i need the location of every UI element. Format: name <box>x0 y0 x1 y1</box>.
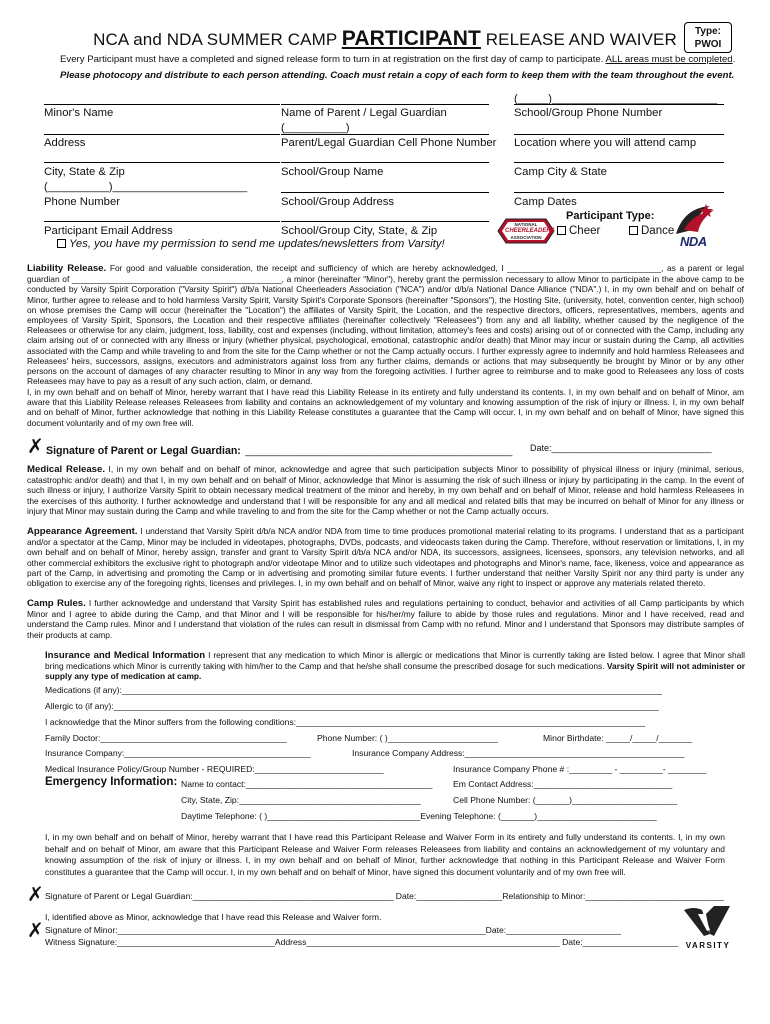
school-address-line[interactable] <box>281 192 489 193</box>
parent-cell-line[interactable] <box>281 134 489 135</box>
final-signature-row[interactable]: Signature of Parent or Legal Guardian:__________________________________________ Date:__________________Relationship to Minor:_____________________________ <box>45 891 725 901</box>
insurance-company-field[interactable]: Insurance Company:_______________________________________ <box>45 748 311 758</box>
minor-name-line[interactable] <box>44 104 280 105</box>
sign-here-x-icon-3: ✗ <box>27 918 44 942</box>
intro-line-2: Please photocopy and distribute to each person attending. Coach must retain a copy of each form to keep them with the team throughout the event. <box>60 70 735 81</box>
type-label: Type: <box>695 26 721 37</box>
parent-cell-label: Parent/Legal Guardian Cell Phone Number <box>281 137 497 149</box>
liability-section <box>27 263 744 386</box>
camp-dates-label: Camp Dates <box>514 196 577 208</box>
allergic-field[interactable]: Allergic to (if any):__________________________________________________________________________________________________________________ <box>45 701 659 711</box>
camp-rules-text: I further acknowledge and understand that Varsity Spirit has established rules and regulations pertaining to conduct, behavior and activities of all Camp participants by which Minor and I agree to abide during the Camp, and that Minor and I will be responsible for his/her/my failure to abide by those rules and regulations. Minor and I have received, read and understand the Camp rules. Minor and I understand that violation of the rules can result in dismissal from Camp with no refund. Minor and I understand that Sponsors may distribute samples of their products at camp. <box>27 598 744 640</box>
conditions-field[interactable]: I acknowledge that the Minor suffers from the following conditions:_________________________________________________________________________ <box>45 717 646 727</box>
nca-logo <box>496 216 556 246</box>
medical-section <box>27 464 744 516</box>
doctor-phone-field[interactable]: Phone Number: ( )_______________________ <box>317 733 498 743</box>
email-line[interactable] <box>44 221 280 222</box>
school-phone-paren: (_____)___________________________ <box>514 93 718 105</box>
minor-name-label: Minor's Name <box>44 107 114 119</box>
title-emphasis: PARTICIPANT <box>341 27 481 50</box>
nda-logo <box>670 200 720 254</box>
permission-checkbox[interactable] <box>57 239 66 248</box>
minor-signature-row[interactable]: Signature of Minor:_____________________________________________________________________________Date:________________________ <box>45 925 621 935</box>
nca-logo-top: NATIONAL <box>514 222 538 227</box>
location-label: Location where you will attend camp <box>514 137 697 149</box>
em-cell-phone-field[interactable]: Cell Phone Number: (_______)______________________ <box>453 795 678 805</box>
title-pre: NCA and NDA SUMMER CAMP <box>93 30 342 49</box>
liability-signature-row[interactable] <box>46 441 512 459</box>
varsity-logo-text: VARSITY <box>685 941 731 950</box>
address-label: Address <box>44 137 86 149</box>
family-doctor-field[interactable]: Family Doctor:_______________________________________ <box>45 733 287 743</box>
address-line[interactable] <box>44 134 280 135</box>
insurance-text: I represent that any medication to which Minor is allergic or medications that Minor is currently taking are listed below. I agree that Minor shall bring medications which Minor is currently taking with him/her to the Camp and that he/she shall consume the prescribed dosage for such medications. <box>45 650 745 672</box>
liability-signature-label: Signature of Parent or Legal Guardian: <box>46 445 241 457</box>
parent-cell-paren: (__________) <box>281 122 350 134</box>
liability-text: For good and valuable consideration, the receipt and sufficiency of which are hereby acknowledged, I _________________________________, as a parent or legal guardian of _____________________________________________, a minor (hereinafter "Minor"), hereby grant the permission necessary to allow Minor to participate in the above camp to be conducted by Varsity Spirit Corporation ("Varsity Spirit") d/b/a National Cheerleaders Association ("NCA") and/or d/b/a National Dance Alliance ("NDA".) I, in my own behalf and on behalf of Minor, further agree to release and to hold harmless Varsity Spirit, Varsity Spirit's Corporate Sponsors (hereinafter "Sponsors"), the Hosting Site, (university, hotel, convention center, high school) on whose premises the Camp will occur (hereinafter the "Location") the affiliates of Varsity Spirit, the Location, and the respective directors, officers, representatives, members, agents and employees of Varsity Spirit, Sponsors, the Location and their respective affiliates (hereinafter collectively "Releasees") from any and all liability, whether caused by the negligence of the Releasees or otherwise for any claim, judgment, loss, liability, cost and expenses (including, without limitation, attorney's fees and costs) arising out of or connected with the Camp, including any claim arising out of or connected with any illness or injury (whether physical, psychological, emotional, catastrophic and/or death) that Minor may incur or sustain during the Camp, all activities associated with the Camp and while traveling to and from the site for the Camp whether or not the Camp actually occurs. I further expressly agree to indemnify and hold harmless Releasees and Releasees' heirs, successors, assigns, executors and administrators against loss from any further claims, demands or actions that may subsequently be brought by Minor or by any other persons on the account of damages of any character resulting to Minor in any way from the foregoing activities. I further agree to reimburse and to make good to Releasees any loss of costs Releasees may have to pay as a result of any such action, claim, or demand. <box>27 263 744 387</box>
policy-number-field[interactable]: Medical Insurance Policy/Group Number - REQUIRED:___________________________ <box>45 764 384 774</box>
camp-city-label: Camp City & State <box>514 166 607 178</box>
page-title <box>0 27 770 51</box>
camp-dates-line[interactable] <box>514 192 724 193</box>
liability-date-line[interactable]: ________________________________ <box>551 443 712 453</box>
sign-here-x-icon: ✗ <box>27 434 44 458</box>
city-line[interactable] <box>44 162 280 163</box>
intro-text: Every Participant must have a completed and signed release form to turn in at registration on the first day of camp to participate. <box>60 54 606 65</box>
insurance-section <box>45 650 745 682</box>
em-contact-address-field[interactable]: Em Contact Address:_____________________________ <box>453 779 673 789</box>
school-phone-label: School/Group Phone Number <box>514 107 663 119</box>
intro-period: . <box>732 54 736 65</box>
parent-name-label: Name of Parent / Legal Guardian <box>281 107 447 119</box>
cheer-option[interactable] <box>557 225 600 237</box>
witness-signature-row[interactable]: Witness Signature:_________________________________Address_____________________________________________________ Date:____________________ <box>45 937 679 947</box>
type-value: PWOI <box>694 39 722 50</box>
cheer-checkbox[interactable] <box>557 226 566 235</box>
phone-paren: (__________)______________________ <box>44 181 248 193</box>
name-to-contact-field[interactable]: Name to contact:_______________________________________ <box>181 779 433 789</box>
minor-birthdate-field[interactable]: Minor Birthdate: _____/_____/_______ <box>543 733 693 743</box>
camp-rules-section <box>27 598 744 640</box>
liability-heading: Liability Release. <box>27 263 107 274</box>
school-name-line[interactable] <box>281 162 489 163</box>
appearance-section <box>27 526 744 588</box>
camp-city-line[interactable] <box>514 162 724 163</box>
nca-logo-mid: CHEERLEADERS <box>505 228 555 234</box>
participant-type-label: Participant Type: <box>566 210 655 222</box>
liability-date-row[interactable] <box>530 443 712 453</box>
phone-label: Phone Number <box>44 196 120 208</box>
nda-logo-text: NDA <box>680 234 707 249</box>
title-post: RELEASE AND WAIVER <box>480 30 677 49</box>
type-box <box>684 22 732 53</box>
school-phone-line[interactable] <box>514 104 724 105</box>
dance-option[interactable] <box>629 225 674 237</box>
liability-signature-line[interactable]: ________________________________________________ <box>245 446 513 457</box>
permission-label: Yes, you have my permission to send me updates/newsletters from Varsity! <box>69 238 445 250</box>
location-line[interactable] <box>514 134 724 135</box>
medications-field[interactable]: Medications (if any):_________________________________________________________________________________________________________________ <box>45 685 662 695</box>
nca-logo-bot: ASSOCIATION <box>510 235 542 240</box>
appearance-heading: Appearance Agreement. <box>27 526 138 537</box>
daytime-evening-phone-field[interactable]: Daytime Telephone: ( )________________________________Evening Telephone: (_______)_________________________ <box>181 811 657 821</box>
medical-heading: Medical Release. <box>27 464 105 475</box>
school-address-label: School/Group Address <box>281 196 395 208</box>
intro-line-1 <box>60 54 735 65</box>
insurance-address-field[interactable]: Insurance Company Address:______________________________________________ <box>352 748 685 758</box>
em-city-state-zip-field[interactable]: City, State, Zip:______________________________________ <box>181 795 421 805</box>
school-name-label: School/Group Name <box>281 166 384 178</box>
school-city-line[interactable] <box>281 221 489 222</box>
liability-date-label: Date: <box>530 443 552 453</box>
minor-acknowledgement: I, identified above as Minor, acknowledge that I have read this Release and Waiver form. <box>45 912 382 922</box>
emergency-heading: Emergency Information: <box>45 776 178 788</box>
permission-option[interactable] <box>57 238 445 250</box>
parent-name-line[interactable] <box>281 104 489 105</box>
city-label: City, State & Zip <box>44 166 125 178</box>
cheer-label: Cheer <box>569 225 601 237</box>
medical-text: I, in my own behalf and on behalf of minor, acknowledge and agree that such participation subjects Minor to possibility of physical illness or injury (minimal, serious, catastrophic and/or death) and that I, in my own behalf and on behalf of Minor, acknowledge that Minor is assuming the risk of such illness or injury by participating in the camp. In the event of such illness or injury, I authorize Varsity Spirit to obtain necessary medical treatment of the minor and hereby, in my own behalf and on behalf of Minor, release and hold harmless Releasees in the exercises of this authority. I further acknowledge and understand that I will be responsible for any and all medical and related bills that may be incurred on behalf of Minor for any illness or injury that Minor may sustain during the Camp and while traveling to and from the site for the Camp whether or not the Camp actually occurs. <box>27 464 745 516</box>
school-city-label: School/Group City, State, & Zip <box>281 225 438 237</box>
camp-rules-heading: Camp Rules. <box>27 598 86 609</box>
insurance-bold-tail: Varsity Spirit will not administer or supply any type of medication at camp. <box>45 661 745 682</box>
liability-warrant: I, in my own behalf and on behalf of Minor, hereby warrant that I have read this Liability Release in its entirety and fully understand its contents. I, in my own behalf and on behalf of Minor, am aware that this Liability Release releases Releasees from liability and contains an acknowledgement of my voluntary and knowing assumption of the risk of injury or illness. I, in my own behalf and on behalf of Minor, further acknowledge that nothing in this Liability Release constitutes a guarantee that the Camp will occur. I, in my own behalf and on behalf of Minor, have signed this document voluntarily and of my own free will. <box>27 387 744 428</box>
insurance-heading: Insurance and Medical Information <box>45 650 206 661</box>
varsity-logo <box>680 904 736 954</box>
appearance-text: I understand that Varsity Spirit d/b/a NCA and/or NDA from time to time produces promotional material relating to its programs. I understand that as a participant and/or a spectator at the Camp, Minor may be included in videotapes, photographs, DVDs, podcasts, and videocasts taken during the Camp. Therefore, without reservation or limitations, I, in my own behalf and on behalf of Minor, hereby assign, transfer and grant to Varsity Spirit d/b/a NCA and/or NDA, its successors, assignees, licensees, sponsors, any television networks, and all other commercial exhibitors the exclusive right to photograph and/or videotape Minor and to utilize such videotapes and photographs and Minor's name, face, likeness, voice and appearance as part of the Camp, in advertising and promoting the Camp or in advertising and promoting similar future events. I further understand that neither Varsity Spirit nor any third party is under any obligation to exercise any of the foregoing rights, licenses and privileges. I, in my own behalf and on behalf of Minor, waive any right to inspect or approve any materials related thereto. <box>27 526 745 589</box>
insurance-phone-field[interactable]: Insurance Company Phone # :_________ - _________- ________ <box>453 764 707 774</box>
email-label: Participant Email Address <box>44 225 173 237</box>
dance-checkbox[interactable] <box>629 226 638 235</box>
sign-here-x-icon-2: ✗ <box>27 882 44 906</box>
final-warrant: I, in my own behalf and on behalf of Minor, hereby warrant that I have read this Participant Release and Waiver Form in its entirety and fully understand its contents. I, in my own behalf and on behalf of Minor, am aware that this Participant Release and Waiver Form releases Releasees from liability and contains an acknowledgement of my voluntary and knowing assumption of the risk of injury or illness. I, in my own behalf and on behalf of Minor, further acknowledge that nothing in this Participant Release and Waiver Form constitutes a guarantee that the Camp will occur. I, in my own behalf and on behalf of Minor, have signed this document voluntarily and of my own free will. <box>45 832 725 878</box>
dance-label: Dance <box>641 225 675 237</box>
intro-underline: ALL areas must be completed <box>605 54 733 65</box>
